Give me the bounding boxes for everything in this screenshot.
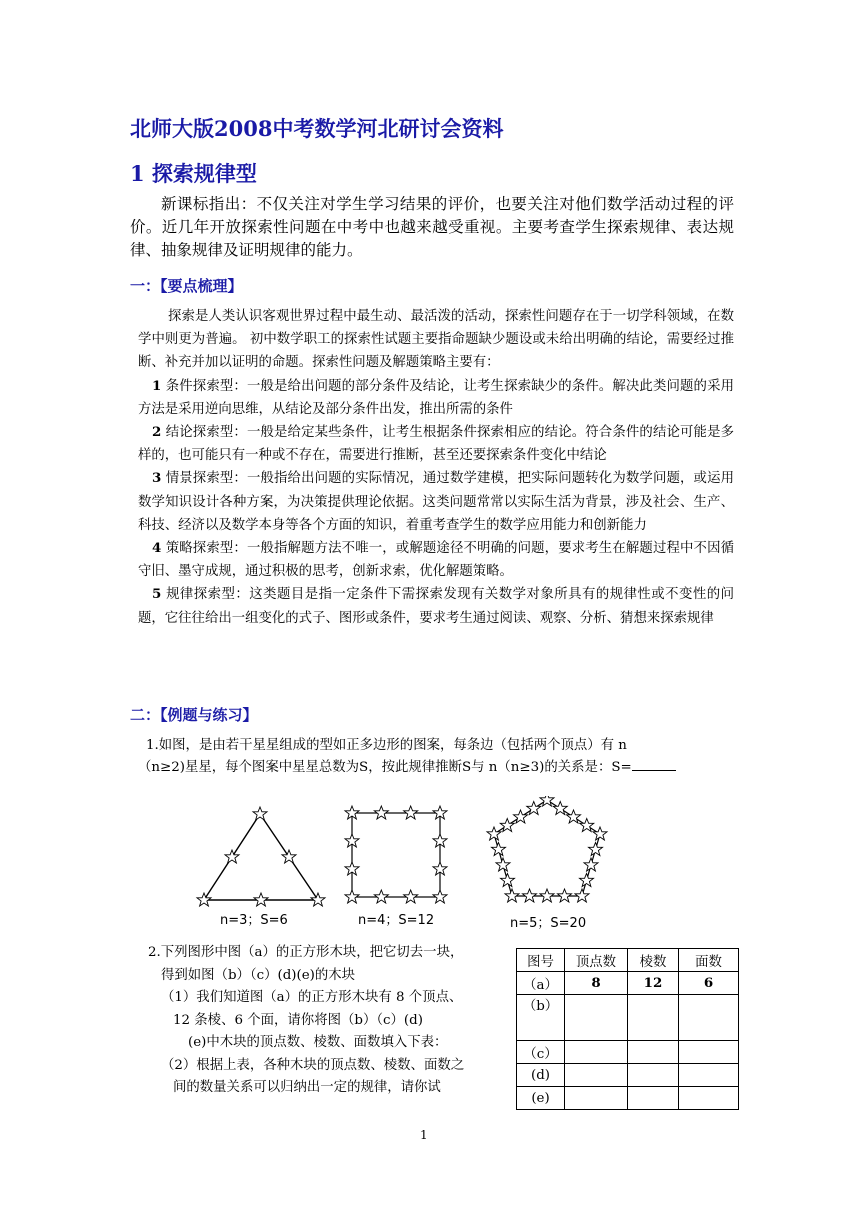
star-polygon-figures — [190, 796, 750, 934]
intro-paragraph — [130, 193, 734, 262]
star-marker — [540, 889, 554, 902]
key-points-paragraph: 探索是人类认识客观世界过程中最生动、最活泼的活动，探索性问题存在于一切学科领域，在数学中则更为普遍。 初中数学职工的探索性试题主要指命题缺少题设或未给出明确的结论，需要经过推断、补充并加以证明的命题。探索性问题及解题策略主要有： — [138, 309, 734, 371]
intro-text: 新课标指出：不仅关注对学生学习结果的评价，也要关注对他们数学活动过程的评价。近几年开放探索性问题在中考中也越来越受重视。主要考查学生探索规律、表达规律、抽象规律及证明规律的能力。 — [130, 195, 734, 259]
star-marker — [254, 893, 268, 906]
table-header-row — [517, 949, 739, 972]
table-header: 图号 — [517, 949, 565, 972]
star-marker — [487, 827, 501, 840]
table-row — [517, 1064, 739, 1087]
star-marker — [374, 890, 388, 903]
key-point-item — [138, 421, 734, 467]
item-number: 2 — [152, 424, 162, 441]
star-marker — [589, 843, 603, 856]
star-marker — [593, 827, 607, 840]
table-cell[interactable] — [679, 1064, 739, 1087]
example-1-text — [138, 735, 734, 779]
star-marker — [527, 802, 541, 815]
item-label: 情景探索型： — [165, 471, 247, 487]
star-marker — [505, 889, 519, 902]
star-marker — [404, 890, 418, 903]
star-marker — [311, 893, 325, 906]
table-header: 面数 — [679, 949, 739, 972]
item-number: 3 — [152, 470, 162, 487]
table-cell[interactable] — [565, 995, 628, 1041]
table-cell: (d) — [517, 1064, 565, 1087]
table-cell: （a） — [517, 972, 565, 995]
star-marker — [584, 858, 598, 871]
table-cell[interactable] — [565, 1064, 628, 1087]
heading-explore-patterns: 1 探索规律型 — [130, 161, 257, 186]
star-marker — [433, 890, 447, 903]
example-2-line: 得到如图（b）（c）(d)(e)的木块 — [161, 967, 356, 983]
item-label: 结论探索型： — [165, 425, 247, 441]
item-text: 一般指给出问题的实际情况，通过数学建模，把实际问题转化为数学问题，或运用数学知识设计各种方案，为决策提供理论依据。这类问题常常以实际生活为背景，涉及社会、生产、科技、经济以及数学本身等各个方面的知识，着重考查学生的数学应用能力和创新能力 — [138, 471, 734, 533]
example-1-line-2: （n≥2)星星，每个图案中星星总数为S，按此规律推断S与 n（n≥3)的关系是：S= — [138, 757, 734, 779]
square-figure — [345, 806, 447, 928]
star-marker — [282, 850, 296, 863]
key-point-item — [138, 467, 734, 537]
star-marker — [345, 890, 359, 903]
star-marker — [553, 802, 567, 815]
item-text: 这类题目是指一定条件下需探索发现有关数学对象所具有的规律性或不变性的问题，它往往给出一组变化的式子、图形或条件，要求考生通过阅读、观察、分析、猜想来探索规律 — [138, 587, 734, 626]
key-points-body — [138, 305, 734, 630]
item-number: 1 — [152, 377, 162, 394]
pentagon-figure — [487, 796, 607, 931]
star-marker — [492, 843, 506, 856]
table-cell: 6 — [679, 972, 739, 995]
item-text: 一般是给出问题的部分条件及结论，让考生探索缺少的条件。解决此类问题的采用方法是采用逆向思维，从结论及部分条件出发，推出所需的条件 — [138, 378, 734, 417]
pentagon-label: n=5；S=20 — [510, 916, 587, 931]
item-label: 策略探索型： — [165, 541, 247, 557]
key-point-item — [138, 583, 734, 629]
triangle-figure — [197, 807, 325, 928]
item-text: 一般是给定某些条件，让考生根据条件探索相应的结论。符合条件的结论可能是多样的，也可能只有一种或不存在，需要进行推断，甚至还要探索条件变化中结论 — [138, 425, 734, 464]
answer-blank[interactable] — [632, 758, 676, 771]
table-cell: （b） — [517, 995, 565, 1041]
table-row — [517, 1087, 739, 1110]
table-cell: 12 — [628, 972, 679, 995]
table-row — [517, 1041, 739, 1064]
star-marker — [575, 889, 589, 902]
table-row — [517, 972, 739, 995]
section-examples-title: 二：【例题与练习】 — [130, 706, 258, 724]
star-marker — [404, 806, 418, 819]
document-title: 北师大版2008中考数学河北研讨会资料 — [130, 116, 504, 141]
star-marker — [580, 819, 594, 832]
wood-block-table — [516, 948, 739, 1110]
star-marker — [500, 819, 514, 832]
table-row — [517, 995, 739, 1041]
star-marker — [540, 796, 554, 806]
table-cell[interactable] — [679, 1041, 739, 1064]
table-cell: （c） — [517, 1041, 565, 1064]
triangle-label: n=3；S=6 — [220, 913, 288, 928]
table-cell[interactable] — [679, 1087, 739, 1110]
example-2-line: （2）根据上表，各种木块的顶点数、棱数、面数之 — [161, 1057, 465, 1073]
example-2-line: (e)中木块的顶点数、棱数、面数填入下表： — [188, 1035, 448, 1050]
table-cell: (e) — [517, 1087, 565, 1110]
example-2-text — [148, 942, 508, 1100]
table-cell[interactable] — [565, 1041, 628, 1064]
square-label: n=4；S=12 — [358, 913, 435, 928]
table-cell[interactable] — [679, 995, 739, 1041]
star-marker — [558, 889, 572, 902]
example-1-line-1: 1.如图，是由若干星星组成的型如正多边形的图案，每条边（包括两个顶点）有 n — [146, 738, 627, 753]
star-marker — [514, 810, 528, 823]
table-cell: 8 — [565, 972, 628, 995]
table-header: 棱数 — [628, 949, 679, 972]
star-marker — [197, 893, 211, 906]
example-2-line: 间的数量关系可以归纳出一定的规律，请你试 — [173, 1080, 441, 1095]
example-2-line: 2.下列图形中图（a）的正方形木块，把它切去一块， — [148, 945, 464, 960]
star-marker — [580, 874, 594, 887]
page-number: 1 — [420, 1128, 428, 1142]
star-marker — [225, 850, 239, 863]
star-marker — [567, 810, 581, 823]
table-cell[interactable] — [565, 1087, 628, 1110]
star-marker — [253, 807, 267, 820]
table-header: 顶点数 — [565, 949, 628, 972]
example-2-line: 12 条棱、6 个面，请你将图（b）（c）(d) — [173, 1012, 423, 1028]
table-cell[interactable] — [628, 995, 679, 1041]
table-cell[interactable] — [628, 1041, 679, 1064]
star-marker — [374, 806, 388, 819]
star-marker — [501, 874, 515, 887]
item-text: 一般指解题方法不唯一，或解题途径不明确的问题，要求考生在解题过程中不因循守旧、墨守成规，通过积极的思考，创新求索，优化解题策略。 — [138, 541, 734, 580]
section-key-points-title: 一：【要点梳理】 — [130, 277, 243, 295]
key-point-item — [138, 537, 734, 583]
item-number: 5 — [152, 586, 162, 603]
item-label: 规律探索型： — [166, 587, 250, 603]
key-point-item — [138, 375, 734, 421]
example-2-line: （1）我们知道图（a）的正方形木块有 8 个顶点、 — [161, 990, 463, 1005]
item-label: 条件探索型： — [165, 378, 247, 394]
table-cell[interactable] — [628, 1064, 679, 1087]
star-marker — [523, 889, 537, 902]
star-marker — [496, 858, 510, 871]
table-cell[interactable] — [628, 1087, 679, 1110]
item-number: 4 — [152, 540, 162, 557]
